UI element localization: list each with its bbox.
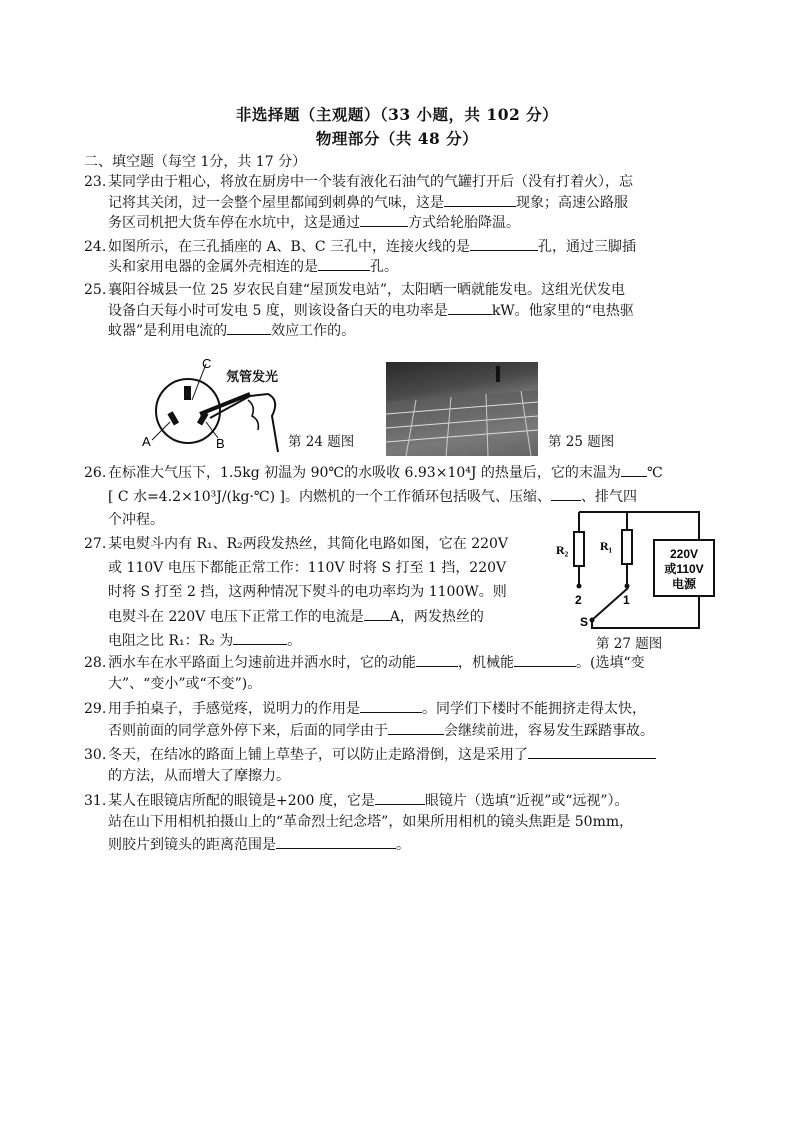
answer-blank[interactable]	[388, 720, 444, 735]
neon-glow-tag: 氖管发光	[226, 366, 278, 385]
question-text: 孔，通过三脚插	[538, 239, 637, 255]
label-a: A	[142, 434, 151, 449]
question-24-line2	[108, 256, 398, 277]
solar-panel-photo	[386, 362, 538, 456]
question-text: 。	[287, 633, 302, 649]
answer-blank[interactable]	[364, 606, 390, 621]
question-text: 某同学由于粗心，将放在厨房中一个装有液化石油气的气罐打开后（没有打着火），忘	[108, 174, 633, 190]
label-2: 2	[575, 593, 582, 607]
label-r1: R₁	[600, 539, 613, 553]
question-26-line1	[84, 462, 663, 483]
question-number: 31.	[84, 793, 107, 809]
question-text: 记将其关闭，过一会整个屋里都闻到刺鼻的气味，这是	[108, 195, 444, 211]
answer-blank[interactable]	[318, 256, 370, 271]
answer-blank[interactable]	[360, 212, 408, 227]
question-number: 26.	[84, 465, 107, 481]
question-text: 则胶片到镜头的距离范围是	[108, 837, 276, 853]
question-23-line2	[108, 192, 628, 213]
question-text: 。(选填“变	[576, 655, 645, 671]
answer-blank[interactable]	[621, 462, 647, 477]
answer-blank[interactable]	[276, 834, 396, 849]
question-number: 27.	[84, 536, 107, 552]
question-text: 电熨斗在 220V 电压下正常工作的电流是	[108, 609, 364, 625]
test-pencil-icon	[200, 394, 250, 414]
label-c: C	[202, 356, 212, 371]
question-27-line4	[108, 606, 484, 627]
question-23-line3	[108, 212, 520, 233]
answer-blank[interactable]	[448, 300, 492, 315]
label-b: B	[216, 436, 225, 451]
question-text: 眼镜片（选填“近视”或“远视”）。	[424, 793, 629, 809]
contact-2	[577, 584, 582, 589]
question-text: 大”、“变小”或“不变”)。	[108, 676, 262, 692]
question-text: 冬天，在结冰的路面上铺上草垫子，可以防止走路滑倒，这是采用了	[108, 747, 528, 763]
answer-blank[interactable]	[227, 320, 271, 335]
question-text: 。	[396, 837, 410, 853]
question-text: 、排气四	[580, 489, 637, 505]
figure-25-caption: 第 25 题图	[548, 434, 615, 450]
question-text: 设备白天每小时可发电 5 度，则该设备白天的电功率是	[108, 303, 448, 319]
question-28-line1	[84, 652, 645, 673]
subsection-heading: 物理部分（共 48 分）	[315, 129, 479, 148]
question-text: 某人在眼镜店所配的眼镜是+200 度，它是	[108, 793, 375, 809]
question-27-line5	[108, 630, 301, 651]
solar-panel-grid	[386, 362, 538, 456]
resistor-r1	[622, 530, 632, 564]
answer-blank[interactable]	[528, 744, 656, 759]
question-text: A，两发热丝的	[389, 609, 484, 625]
label-line-a	[152, 422, 170, 440]
answer-blank[interactable]	[375, 790, 425, 805]
question-text: 。同学们下楼时不能拥挤走得太快，	[422, 701, 646, 717]
question-text: 的方法，从而增大了摩擦力。	[108, 768, 290, 784]
question-29-line1	[84, 698, 646, 719]
label-s: S	[580, 615, 589, 629]
question-27-line3	[108, 582, 507, 602]
circuit-diagram	[552, 500, 722, 650]
question-25-line2	[108, 300, 634, 321]
fill-in-section-label: 二、填空题（每空 1分，共 17 分）	[84, 154, 307, 170]
question-text: 头和家用电器的金属外壳相连的是	[108, 259, 318, 275]
question-text: kW。他家里的“电热驱	[491, 303, 634, 319]
source-label-110v: 或110V	[664, 562, 704, 576]
question-number: 24.	[84, 239, 107, 255]
question-25-line1	[84, 280, 625, 300]
question-24-line1	[84, 236, 636, 257]
answer-blank[interactable]	[416, 652, 458, 667]
question-text: 蚊器”是利用电流的	[108, 323, 228, 339]
figure-27-caption: 第 27 题图	[596, 636, 663, 652]
question-text: 效应工作的。	[271, 323, 356, 339]
label-1: 1	[623, 593, 630, 607]
wire	[592, 596, 699, 628]
figure-24-caption: 第 24 题图	[288, 434, 355, 450]
question-text: 或 110V 电压下都能正常工作：110V 时将 S 打至 1 挡，220V	[108, 560, 507, 576]
question-27-line2	[108, 558, 506, 578]
question-number: 25.	[84, 282, 107, 298]
question-25-line3	[108, 320, 355, 341]
question-number: 29.	[84, 701, 107, 717]
answer-blank[interactable]	[514, 652, 576, 667]
question-27-line1	[84, 534, 508, 554]
question-29-line2	[108, 720, 654, 741]
question-text: 电阻之比 R₁：R₂ 为	[108, 633, 234, 649]
answer-blank[interactable]	[360, 698, 422, 713]
question-number: 23.	[84, 174, 107, 190]
question-text: 务区司机把大货车停在水坑中，这是通过	[108, 215, 360, 231]
question-text: ，机械能	[458, 655, 514, 671]
question-23-line1	[84, 172, 633, 192]
question-text: 方式给轮胎降温。	[408, 215, 520, 231]
question-text: 某电熨斗内有 R₁、R₂两段发热丝，其简化电路如图，它在 220V	[108, 536, 509, 552]
answer-blank[interactable]	[233, 630, 287, 645]
question-text: 孔。	[370, 259, 398, 275]
resistor-r2	[574, 532, 584, 566]
question-text: 用手拍桌子，手感觉疼，说明力的作用是	[108, 701, 360, 717]
answer-blank[interactable]	[444, 192, 516, 207]
question-number: 28.	[84, 655, 107, 671]
question-text: 时将 S 打至 2 挡，这两种情况下熨斗的电功率均为 1100W。则	[108, 584, 507, 600]
question-text: 在标准大气压下，1.5kg 初温为 90℃的水吸收 6.93×10⁴J 的热量后，它的末温为	[108, 465, 621, 481]
question-text: 否则前面的同学意外停下来，后面的同学由于	[108, 723, 388, 739]
socket-hole-c	[184, 386, 191, 400]
question-text: ℃	[646, 465, 663, 481]
question-28-line2	[108, 674, 261, 694]
question-text: 站在山下用相机拍摄山上的“革命烈士纪念塔”，如果所用相机的镜头焦距是 50mm，	[108, 814, 634, 830]
question-text: [ C 水=4.2×10³J/(kg·℃) ]。内燃机的一个工作循环包括吸气、压缩、	[108, 489, 551, 505]
question-31-line1	[84, 790, 629, 811]
question-text: 个冲程。	[108, 512, 164, 528]
source-label-text: 电源	[671, 577, 697, 591]
question-text: 会继续前进，容易发生踩踏事故。	[444, 723, 654, 739]
question-text: 如图所示，在三孔插座的 A、B、C 三孔中，连接火线的是	[108, 239, 471, 255]
answer-blank[interactable]	[470, 236, 538, 251]
question-30-line2	[108, 766, 290, 786]
answer-blank[interactable]	[551, 486, 581, 501]
question-31-line2	[108, 812, 633, 832]
hand-fingers	[248, 400, 258, 430]
question-26-line3	[108, 510, 164, 530]
section-heading: 非选择题（主观题）（33 小题，共 102 分）	[235, 105, 559, 124]
question-31-line3	[108, 834, 410, 855]
question-text: 襄阳谷城县一位 25 岁农民自建“屋顶发电站”，太阳晒一晒就能发电。这组光伏发电	[108, 282, 626, 298]
wire	[579, 512, 699, 540]
label-r2: R₂	[556, 543, 569, 557]
question-text: 洒水车在水平路面上匀速前进并洒水时，它的动能	[108, 655, 416, 671]
question-number: 30.	[84, 747, 107, 763]
question-30-line1	[84, 744, 656, 765]
question-text: 现象；高速公路服	[516, 195, 628, 211]
source-label-220v: 220V	[669, 547, 699, 561]
